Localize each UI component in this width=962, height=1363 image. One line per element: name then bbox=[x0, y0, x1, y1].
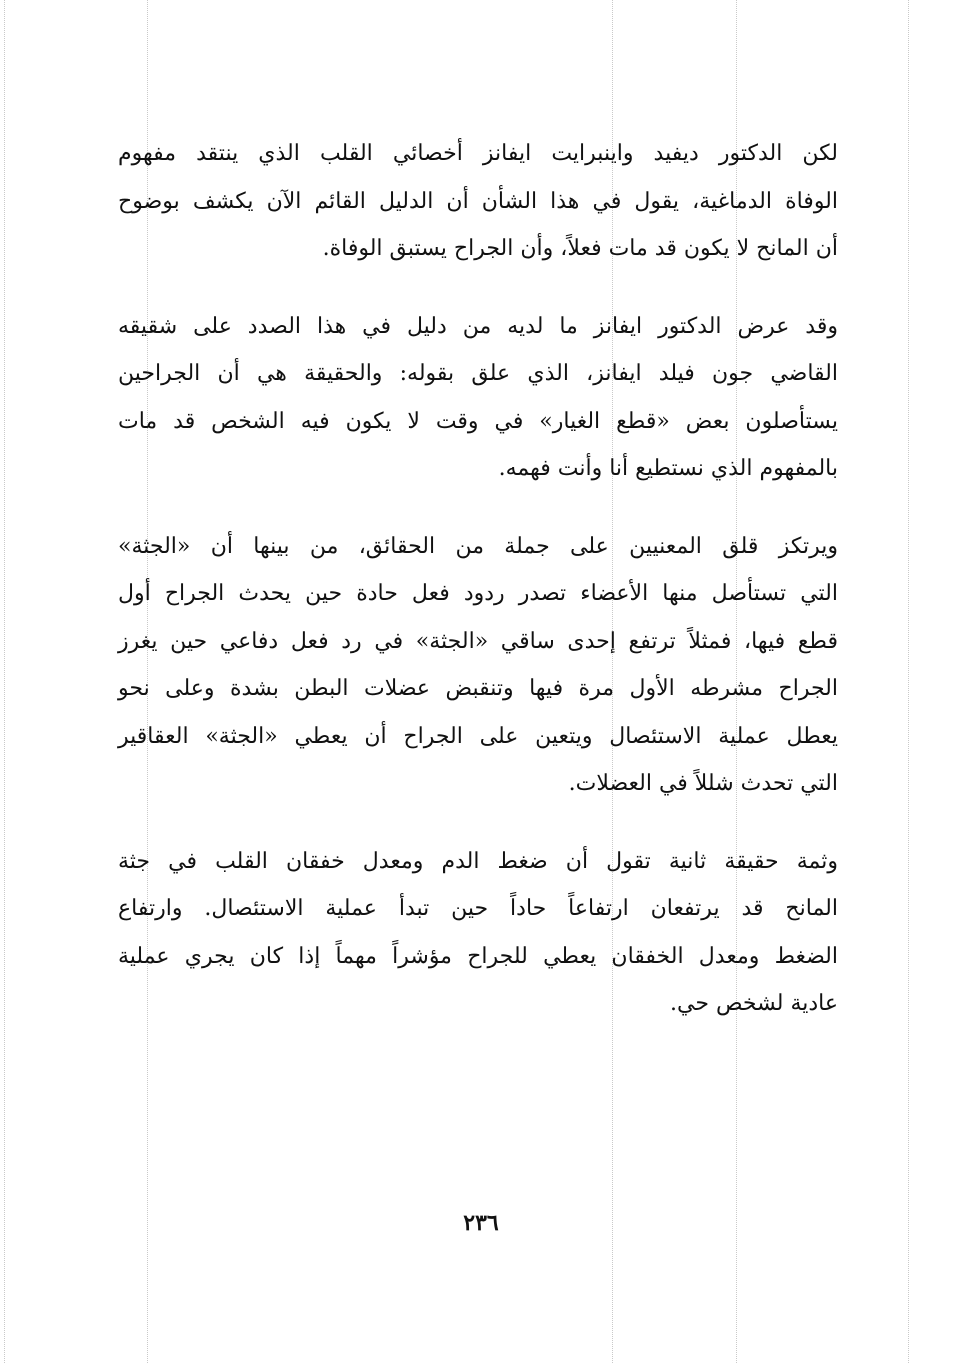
text-line: الضغط ومعدل الخفقان يعطي للجراح مؤشراً مهماً إذا كان يجري عملية bbox=[118, 943, 838, 969]
text-line: التي تستأصل منها الأعضاء تصدر ردود فعل حادة حين يحدث الجراح أول bbox=[118, 581, 838, 606]
text-line: وثمة حقيقة ثانية تقول أن ضغط الدم ومعدل خفقان القلب في جثة bbox=[118, 848, 838, 874]
text-line: الوفاة الدماغية، يقول في هذا الشأن أن الدليل القائم الآن يكشف بوضوح bbox=[118, 188, 838, 214]
text-line: الجراح مشرطه الأول مرة فيها وتنقبض عضلات البطن بشدة وعلى نحو bbox=[118, 676, 838, 701]
text-line: يعطل عملية الاستئصال ويتعين على الجراح أن يعطي «الجثة» العقاقير bbox=[118, 723, 838, 749]
text-line: بالمفهوم الذي نستطيع أنا وأنت فهمه. bbox=[498, 456, 838, 481]
text-line: وقد عرض الدكتور ايفانز ما لديه من دليل في هذا الصدد على شقيقه bbox=[118, 313, 838, 339]
text-line: لكن الدكتور ديفيد واينبرايت ايفانز أخصائي القلب الذي ينتقد مفهوم bbox=[118, 141, 838, 166]
text-line: ويرتكز قلق المعنيين على جملة من الحقائق، من بينها أن «الجثة» bbox=[118, 533, 838, 559]
text-line: عادية لشخص حي. bbox=[670, 991, 838, 1016]
page-body bbox=[118, 130, 838, 1058]
text-line: قطع فيها، فمثلاً ترتفع إحدى ساقي «الجثة» في رد فعل دفاعي حين يغرز bbox=[118, 628, 838, 654]
text-line: أن المانح لا يكون قد مات فعلاً، وأن الجراح يستبق الوفاة. bbox=[322, 236, 838, 261]
paragraph-3 bbox=[118, 523, 838, 808]
scan-line bbox=[908, 0, 909, 1363]
paragraph-2 bbox=[118, 303, 838, 493]
paragraph-1 bbox=[118, 130, 838, 273]
text-line: القاضي جون فيلد ايفانز، الذي علق بقوله: والحقيقة هي أن الجراحين bbox=[118, 361, 838, 386]
page-number: ٢٣٦ bbox=[463, 1210, 499, 1236]
text-line: يستأصلون بعض «قطع الغيار» في وقت لا يكون فيه الشخص قد مات bbox=[118, 408, 838, 434]
paragraph-4 bbox=[118, 838, 838, 1028]
text-line: التي تحدث شللاً في العضلات. bbox=[568, 771, 838, 796]
scan-line bbox=[4, 0, 5, 1363]
text-line: المانح قد يرتفعان ارتفاعاً حاداً حين تبدأ عملية الاستئصال. وارتفاع bbox=[118, 896, 838, 921]
